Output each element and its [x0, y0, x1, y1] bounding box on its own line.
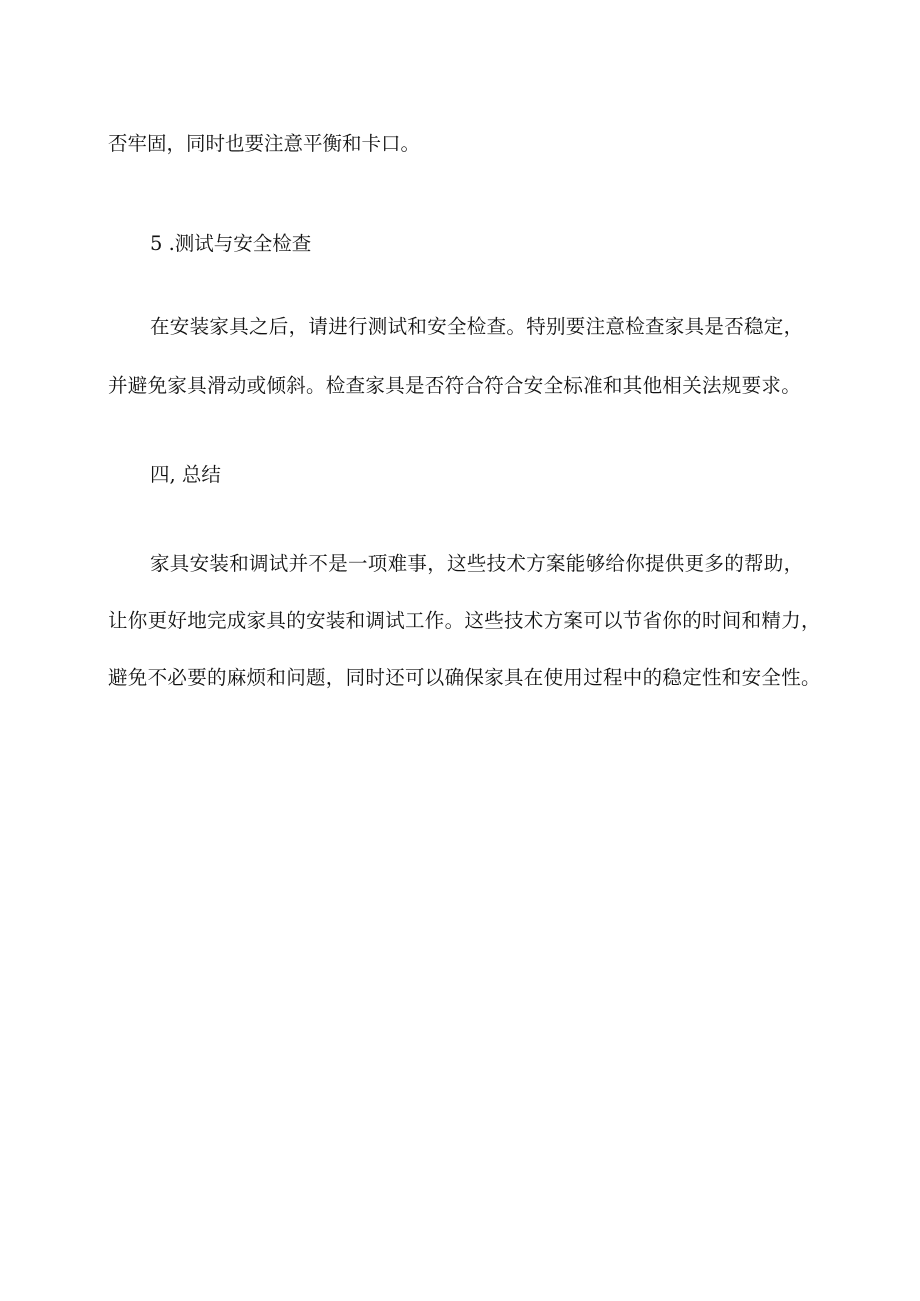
section-5-paragraph-line-1: 在安装家具之后，请进行测试和安全检查。特别要注意检查家具是否稳定，: [150, 315, 804, 338]
section-5-paragraph-line-2: 并避免家具滑动或倾斜。检查家具是否符合符合安全标准和其他相关法规要求。: [108, 374, 802, 397]
section-5-heading: 5 .测试与安全检查: [150, 232, 312, 255]
continuation-line: 否牢固，同时也要注意平衡和卡口。: [108, 132, 421, 155]
summary-paragraph-line-2: 让你更好地完成家具的安装和调试工作。这些技术方案可以节省你的时间和精力，: [108, 609, 821, 632]
section-4-heading: 四, 总结: [150, 463, 221, 486]
summary-paragraph-line-3: 避免不必要的麻烦和问题，同时还可以确保家具在使用过程中的稳定性和安全性。: [108, 666, 821, 689]
summary-paragraph-line-1: 家具安装和调试并不是一项难事，这些技术方案能够给你提供更多的帮助，: [150, 552, 804, 575]
